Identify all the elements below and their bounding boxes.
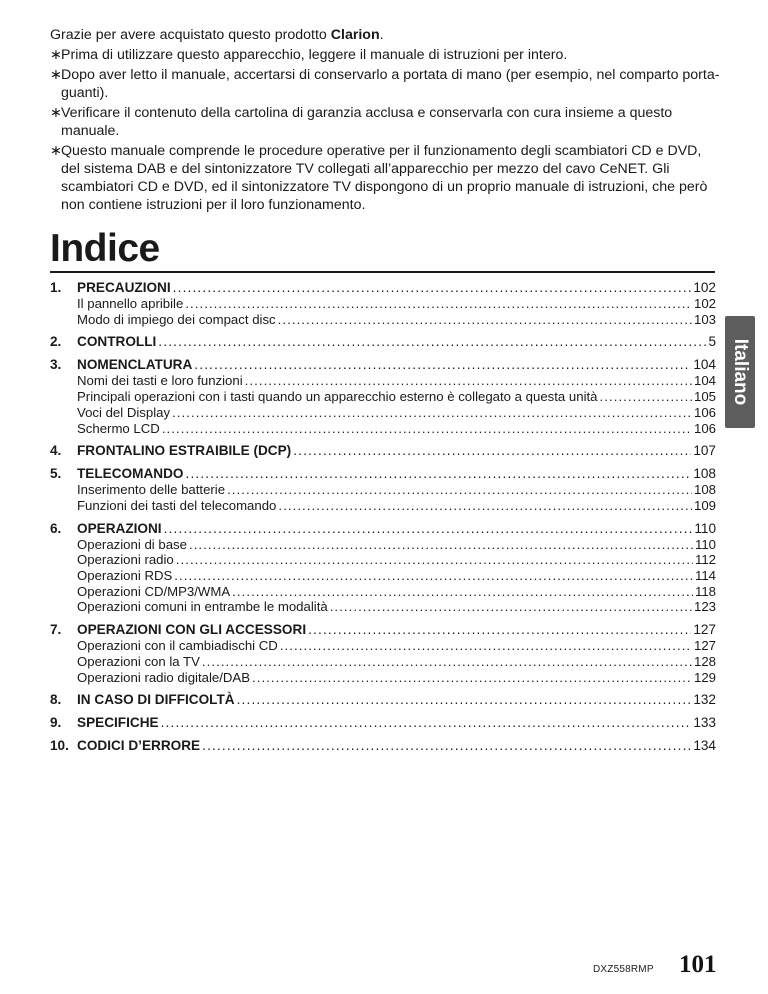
toc-entry[interactable] [50,737,716,754]
leader-dots [158,333,706,350]
leader-dots [161,714,692,731]
asterisk-icon: ∗ [50,47,62,63]
toc-subtitle: Operazioni con il cambiadischi CD [77,638,278,654]
toc-page: 105 [693,389,716,405]
toc-title: TELECOMANDO [77,466,184,482]
asterisk-icon: ∗ [50,143,62,159]
toc-page: 114 [694,568,716,584]
toc-entry[interactable] [50,691,716,708]
toc-subentry[interactable] [50,373,716,389]
toc-title: OPERAZIONI [77,520,162,536]
leader-dots [278,498,692,514]
toc-page: 123 [693,599,716,615]
thanks-period: . [379,27,384,43]
toc-page: 108 [693,466,716,482]
toc-subtitle: Voci del Display [77,404,171,420]
toc-page: 127 [693,622,716,638]
toc-title: NOMENCLATURA [77,357,193,373]
leader-dots [293,442,691,459]
toc-section [50,442,716,459]
leader-dots [202,654,692,670]
toc-title: IN CASO DI DIFFICOLTÀ [77,692,235,708]
leader-dots [237,691,692,708]
thanks-line [50,26,720,44]
toc-subentry[interactable] [50,537,716,553]
toc-page: 102 [693,296,716,311]
toc-number: 8. [50,692,62,708]
toc-entry[interactable] [50,714,716,731]
leader-dots [194,356,691,373]
leader-dots [232,584,693,600]
leader-dots [172,405,692,421]
toc-page: 133 [693,715,716,731]
leader-dots [185,296,692,312]
toc-page: 104 [693,357,716,373]
toc-entry[interactable] [50,520,716,537]
toc-section [50,714,716,731]
toc-entry[interactable] [50,356,716,373]
intro-bullet [50,104,720,140]
toc-section [50,356,716,436]
toc-section [50,691,716,708]
bullet-text: Prima di utilizzare questo apparecchio, leggere il manuale di istruzioni per intero. [61,47,568,63]
toc-section [50,465,716,513]
toc-entry[interactable] [50,621,716,638]
bullet-text: Dopo aver letto il manuale, accertarsi di conservarlo a portata di mano (per esempio, nel comparto porta-guanti). [61,67,720,101]
brand-name: Clarion [330,27,380,43]
toc-subtitle: Operazioni RDS [77,568,173,584]
toc-subentry[interactable] [50,670,716,686]
toc-title: OPERAZIONI CON GLI ACCESSORI [77,622,307,638]
toc-subentry[interactable] [50,482,716,498]
toc-subtitle: Il pannello apribile [77,296,184,311]
leader-dots [600,389,692,405]
toc-subtitle: Operazioni di base [77,536,187,552]
toc-page: 102 [693,280,716,295]
toc-title: PRECAUZIONI [77,280,171,295]
leader-dots [227,482,692,498]
toc-entry[interactable] [50,465,716,482]
toc-subentry[interactable] [50,654,716,670]
toc-page: 5 [708,334,716,350]
toc-subentry[interactable] [50,421,716,437]
toc-subtitle: Principali operazioni con i tasti quando un apparecchio esterno è collegato a questa unità [77,389,598,405]
toc-number: 5. [50,466,62,482]
intro-bullet [50,46,720,64]
toc-entry[interactable] [50,333,716,350]
toc-page: 110 [694,536,716,552]
toc-section [50,737,716,754]
leader-dots [176,552,693,568]
bullet-text: Questo manuale comprende le procedure operative per il funzionamento degli scambiatori CD e DVD, del sistema DAB e del sintonizzatore TV collegati all’apparecchio per mezzo del cavo CeNET. Gli scambiatori CD e DVD, ed il sintonizzatore TV dispongono di un proprio manuale di istruzioni, che però non contiene istruzioni per il loro funzionamento. [61,143,708,213]
thanks-text: Grazie per avere acquistato questo prodotto [50,27,331,43]
leader-dots [252,670,692,686]
toc-section [50,279,716,327]
toc-number: 6. [50,520,62,536]
title-divider [50,271,715,273]
toc-title: SPECIFICHE [77,715,159,731]
toc-page: 107 [693,443,716,459]
toc-number: 4. [50,443,62,459]
toc-subtitle: Inserimento delle batterie [77,482,226,498]
toc-page: 104 [693,373,716,389]
toc-page: 110 [694,520,716,536]
language-side-tab [725,316,755,428]
leader-dots [330,599,692,615]
leader-dots [202,737,691,754]
toc-subtitle: Funzioni dei tasti del telecomando [77,497,277,513]
toc-subentry[interactable] [50,389,716,405]
toc-page: 127 [693,638,716,654]
toc-entry[interactable] [50,279,716,296]
intro-block [50,26,720,216]
toc-subentry[interactable] [50,638,716,654]
toc-section [50,621,716,685]
toc-page: 132 [693,692,716,708]
table-of-contents [50,279,716,760]
toc-section [50,520,716,616]
leader-dots [162,421,692,437]
toc-number: 10. [50,738,69,754]
leader-dots [185,465,691,482]
toc-page: 106 [693,420,716,436]
toc-page: 134 [693,738,716,754]
toc-subentry[interactable] [50,552,716,568]
toc-subentry[interactable] [50,584,716,600]
toc-page: 112 [694,552,716,568]
toc-page: 106 [693,404,716,420]
toc-subentry[interactable] [50,599,716,615]
toc-subtitle: Operazioni con la TV [77,653,200,669]
toc-number: 9. [50,715,62,731]
toc-page: 118 [694,583,716,599]
toc-subtitle: Operazioni CD/MP3/WMA [77,583,231,599]
asterisk-icon: ∗ [50,67,62,83]
index-title: Indice [50,227,160,270]
intro-bullet [50,66,720,102]
toc-subentry[interactable] [50,568,716,584]
leader-dots [308,621,691,638]
toc-section [50,333,716,350]
leader-dots [173,279,692,296]
toc-page: 129 [693,669,716,685]
toc-subtitle: Operazioni radio digitale/DAB [77,669,250,685]
page-number: 101 [679,951,717,978]
language-label: Italiano [730,338,751,406]
toc-number: 3. [50,357,62,373]
leader-dots [278,312,692,328]
toc-page: 108 [693,482,716,498]
toc-subtitle: Nomi dei tasti e loro funzioni [77,373,243,389]
toc-page: 128 [693,653,716,669]
toc-page: 109 [693,497,716,513]
toc-page: 103 [693,311,716,327]
toc-subentry[interactable] [50,296,716,312]
toc-subentry[interactable] [50,405,716,421]
toc-subtitle: Operazioni radio [77,552,174,568]
toc-title: CODICI D’ERRORE [77,738,201,754]
bullet-text: Verificare il contenuto della cartolina di garanzia acclusa e conservarla con cura insieme a questo manuale. [61,105,673,139]
asterisk-icon: ∗ [50,105,62,121]
toc-subtitle: Operazioni comuni in entrambe le modalità [77,599,328,615]
leader-dots [164,520,693,537]
toc-entry[interactable] [50,442,716,459]
leader-dots [245,373,692,389]
toc-number: 7. [50,622,62,638]
model-number: DXZ558RMP [593,964,654,975]
toc-subtitle: Modo di impiego dei compact disc [77,311,276,327]
leader-dots [189,537,693,553]
toc-subtitle: Schermo LCD [77,420,160,436]
toc-subentry[interactable] [50,312,716,328]
leader-dots [280,638,692,654]
toc-number: 1. [50,280,62,295]
toc-number: 2. [50,334,62,350]
toc-title: CONTROLLI [77,334,157,350]
leader-dots [174,568,693,584]
intro-bullet [50,142,720,214]
toc-title: FRONTALINO ESTRAIBILE (DCP) [77,443,292,459]
toc-subentry[interactable] [50,498,716,514]
